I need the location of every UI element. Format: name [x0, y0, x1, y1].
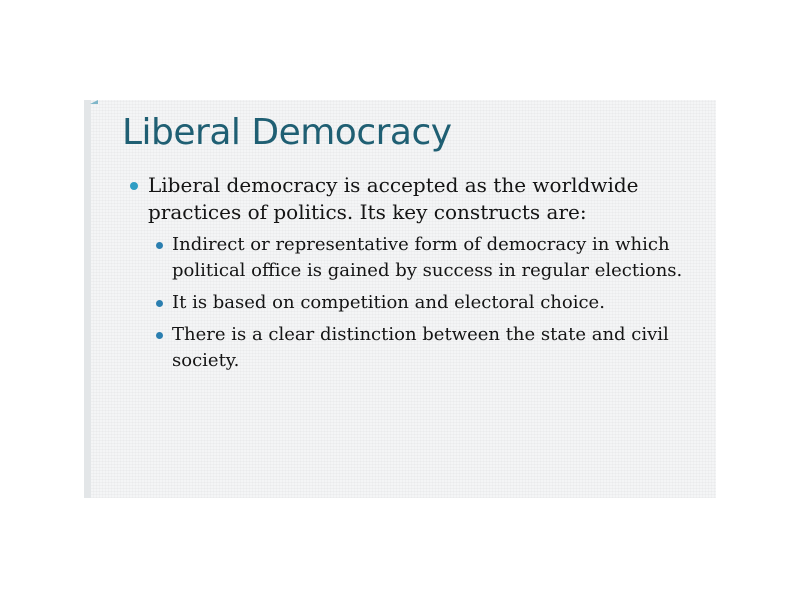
sub-bullet-text: There is a clear distinction between the state and civil society.	[172, 324, 669, 371]
sub-bullet-item	[154, 232, 698, 284]
sub-bullet-icon	[156, 300, 163, 307]
slide-title: Liberal Democracy	[122, 112, 452, 153]
slide-left-edge	[84, 100, 91, 498]
bullet-icon	[130, 182, 138, 190]
sub-bullet-text: Indirect or representative form of democracy in which political office is gained by success in regular elections.	[172, 234, 683, 281]
corner-accent-icon	[90, 100, 98, 104]
sub-bullet-item	[154, 290, 698, 316]
sub-bullet-icon	[156, 242, 163, 249]
bullet-item	[128, 172, 698, 374]
slide	[84, 100, 716, 498]
sub-bullet-item	[154, 322, 698, 374]
bullet-text: Liberal democracy is accepted as the worldwide practices of politics. Its key constructs are:	[148, 173, 639, 224]
bullet-list	[128, 172, 698, 380]
sub-bullet-list	[148, 232, 698, 374]
sub-bullet-icon	[156, 332, 163, 339]
sub-bullet-text: It is based on competition and electoral choice.	[172, 292, 605, 313]
